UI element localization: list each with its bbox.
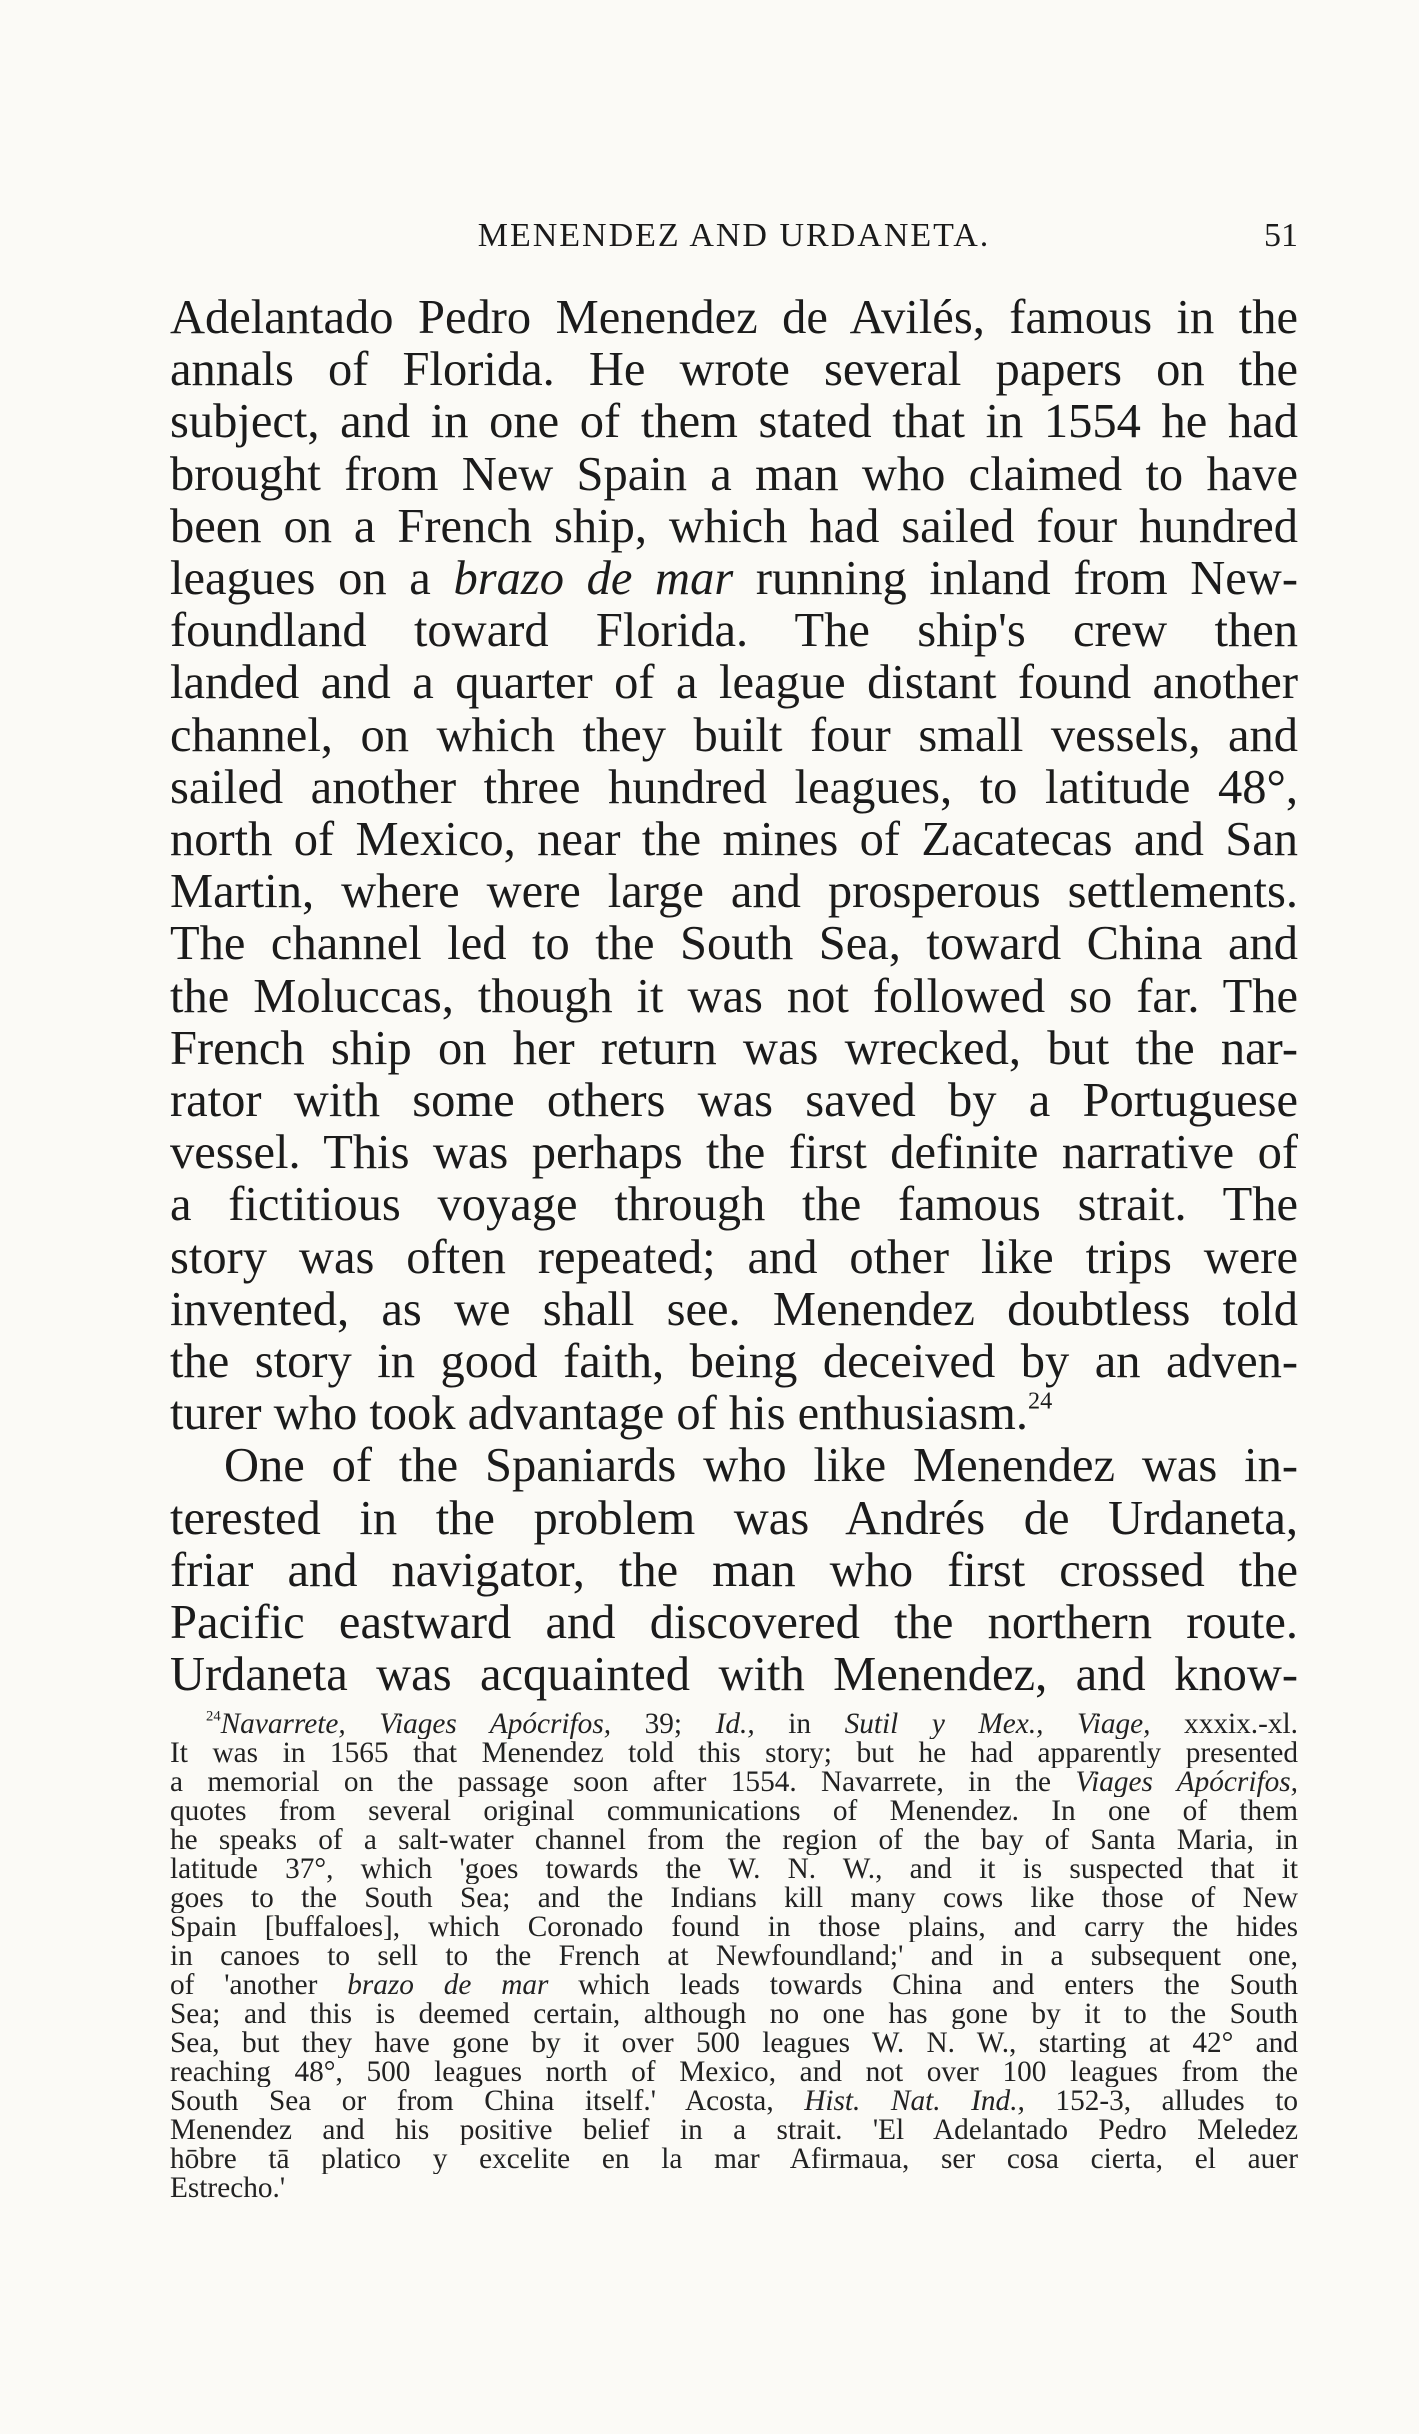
text-line: landed and a quarter of a league distant found another [170,657,1298,710]
text-run: which leads towards China and enters the South [548,1971,1298,2000]
text-line: Pacific eastward and discovered the northern route. [170,1597,1298,1650]
page-number: 51 [1264,217,1298,254]
text-line: brought from New Spain a man who claimed to have [170,448,1298,501]
footnote-line: Sea, but they have gone by it over 500 leagues W. N. W., starting at 42° and [170,2029,1298,2058]
italic-phrase: Id., [715,1710,755,1739]
footnote-line: Spain [buffaloes], which Coronado found in those plains, and carry the hides [170,1913,1298,1942]
footnote-line: Sea; and this is deemed certain, although no one has gone by it to the South [170,2000,1298,2029]
text-run: 152-3, alludes to [1024,2087,1298,2116]
footnote-line: he speaks of a salt-water channel from the region of the bay of Santa Maria, in [170,1826,1298,1855]
footnote-line: in canoes to sell to the French at Newfoundland;' and in a subsequent one, [170,1942,1298,1971]
footnote-reference: 24 [1028,1388,1053,1415]
footnote-line [170,1710,1298,1739]
italic-phrase: Navarrete, Viages Apócrifos, [220,1710,612,1739]
footnote-line: reaching 48°, 500 leagues north of Mexico, and not over 100 leagues from the [170,2058,1298,2087]
text-line [170,1388,1298,1440]
footnote-line: hōbre tā platico y excelite en la mar Afirmaua, ser cosa cierta, el auer [170,2145,1298,2174]
text-line: annals of Florida. He wrote several papers on the [170,344,1298,397]
footnote-marker: 24 [206,1710,221,1725]
text-line: north of Mexico, near the mines of Zacatecas and San [170,814,1298,867]
text-line: Adelantado Pedro Menendez de Avilés, famous in the [170,292,1298,344]
text-line: One of the Spaniards who like Menendez was in- [224,1440,1298,1493]
text-line: channel, on which they built four small vessels, and [170,709,1298,762]
italic-phrase: Hist. Nat. Ind., [804,2087,1025,2116]
text-line: the story in good faith, being deceived by an adven- [170,1336,1298,1389]
running-title: MENENDEZ AND URDANETA. [477,217,991,254]
text-line: Urdaneta was acquainted with Menendez, and know- [170,1649,1298,1702]
text-line: terested in the problem was Andrés de Urdaneta, [170,1492,1298,1545]
text-line: a fictitious voyage through the famous strait. The [170,1179,1298,1232]
italic-phrase: Sutil y Mex., Viage, [844,1710,1151,1739]
text-line [170,553,1298,605]
running-head [170,214,1298,258]
text-line: subject, and in one of them stated that in 1554 he had [170,396,1298,449]
footnote-block [170,1710,1298,2203]
text-line: friar and navigator, the man who first crossed the [170,1544,1298,1597]
text-run: in [754,1710,845,1739]
text-line: the Moluccas, though it was not followed so far. The [170,970,1298,1023]
text-line: vessel. This was perhaps the first definite narrative of [170,1127,1298,1180]
text-line: The channel led to the South Sea, toward China and [170,918,1298,971]
text-line: Martin, where were large and prosperous settlements. [170,866,1298,919]
text-line: French ship on her return was wrecked, but the nar- [170,1022,1298,1075]
italic-phrase: brazo de mar [453,553,734,606]
footnote-line: Menendez and his positive belief in a strait. 'El Adelantado Pedro Meledez [170,2116,1298,2145]
footnote-line [170,2087,1298,2116]
footnote-line: latitude 37°, which 'goes towards the W. N. W., and it is suspected that it [170,1855,1298,1884]
italic-phrase: Viages Apócrifos, [1075,1768,1298,1797]
footnote-line: goes to the South Sea; and the Indians kill many cows like those of New [170,1884,1298,1913]
text-line: invented, as we shall see. Menendez doubtless told [170,1283,1298,1336]
text-run: running inland from New- [733,553,1298,606]
footnote-line [170,1971,1298,2000]
footnote-line: quotes from several original communications of Menendez. In one of them [170,1797,1298,1826]
text-run: xxxix.-xl. [1150,1710,1298,1739]
text-line: story was often repeated; and other like trips were [170,1231,1298,1284]
text-run: turer who took advantage of his enthusiasm. [170,1388,1028,1441]
text-run: South Sea or from China itself.' Acosta, [170,2087,805,2116]
text-line: foundland toward Florida. The ship's crew then [170,605,1298,658]
text-line: sailed another three hundred leagues, to latitude 48°, [170,761,1298,814]
text-run: 39; [611,1710,716,1739]
text-line: been on a French ship, which had sailed four hundred [170,500,1298,553]
text-run: leagues on a [170,553,454,606]
body-text [170,292,1298,1701]
footnote-line: It was in 1565 that Menendez told this story; but he had apparently presented [170,1739,1298,1768]
text-line: rator with some others was saved by a Portuguese [170,1075,1298,1128]
footnote-line: Estrecho.' [170,2174,286,2203]
italic-phrase: brazo de mar [347,1971,549,2000]
footnote-line [170,1768,1298,1797]
text-run: of 'another [170,1971,348,2000]
text-run: a memorial on the passage soon after 1554. Navarrete, in the [170,1768,1076,1797]
